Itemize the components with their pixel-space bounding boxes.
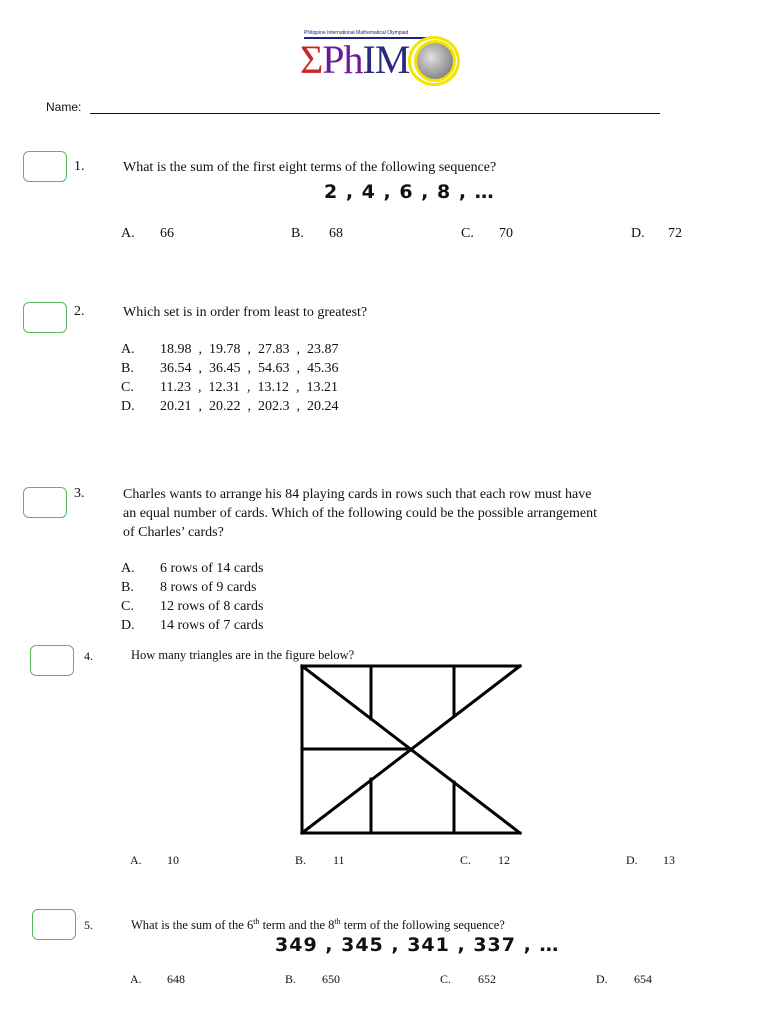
q4-option-a-letter: A.	[130, 853, 142, 867]
q5-option-b-letter: B.	[285, 972, 297, 986]
q1-option-d-letter: D.	[631, 226, 645, 241]
q5-question	[131, 917, 505, 933]
q2-option-c-letter: C.	[121, 380, 134, 395]
q5-option-d-letter: D.	[596, 972, 608, 986]
q4-option-c-letter: C.	[460, 853, 472, 867]
q3-option-c-letter: C.	[121, 599, 134, 614]
logo-ring	[408, 36, 460, 86]
q4-option-b-value: 11	[333, 853, 345, 867]
q3-option-a-letter: A.	[121, 561, 135, 576]
q5-sequence: 349 , 345 , 341 , 337 , …	[275, 934, 560, 956]
name-label: Name:	[46, 100, 82, 114]
q5-option-b-value: 650	[322, 972, 340, 986]
q4-option-a-value: 10	[167, 853, 179, 867]
q3-option-d-letter: D.	[121, 618, 135, 633]
q4-option-d-value: 13	[663, 853, 675, 867]
logo-ph: Ph	[322, 37, 363, 82]
q3-option-d-value: 14 rows of 7 cards	[160, 618, 264, 633]
answer-box-1[interactable]	[23, 151, 67, 182]
q4-number: 4.	[84, 649, 93, 663]
q1-number: 1.	[74, 159, 85, 174]
q2-option-a-letter: A.	[121, 342, 135, 357]
q5-sup-a: th	[253, 917, 260, 926]
q5-sup-b: th	[334, 917, 341, 926]
q1-option-b-value: 68	[329, 226, 343, 241]
q2-number: 2.	[74, 304, 85, 319]
answer-box-5[interactable]	[32, 909, 76, 940]
answer-box-3[interactable]	[23, 487, 67, 518]
answer-box-2[interactable]	[23, 302, 67, 333]
q5-option-d-value: 654	[634, 972, 652, 986]
q5-option-a-letter: A.	[130, 972, 142, 986]
name-field[interactable]	[90, 113, 660, 114]
phimo-logo	[296, 28, 462, 88]
q3-question-line-3: of Charles’ cards?	[123, 525, 224, 540]
q1-option-d-value: 72	[668, 226, 682, 241]
q2-option-d-letter: D.	[121, 399, 135, 414]
answer-box-4[interactable]	[30, 645, 74, 676]
q1-option-a-letter: A.	[121, 226, 135, 241]
q2-option-b-letter: B.	[121, 361, 134, 376]
logo-sigma: Σ	[300, 37, 323, 82]
q3-question-line-1: Charles wants to arrange his 84 playing cards in rows such that each row must have	[123, 487, 592, 502]
q1-option-b-letter: B.	[291, 226, 304, 241]
q1-sequence: 2 , 4 , 6 , 8 , …	[324, 181, 495, 203]
q3-option-a-value: 6 rows of 14 cards	[160, 561, 264, 576]
q5-question-part-a: What is the sum of the 6	[131, 918, 254, 933]
q3-number: 3.	[74, 486, 85, 501]
q2-option-c-value: 11.23 , 12.31 , 13.12 , 13.21	[160, 380, 338, 395]
logo-im: IM	[362, 37, 410, 82]
q1-question: What is the sum of the first eight terms of the following sequence?	[123, 160, 497, 175]
q3-option-b-value: 8 rows of 9 cards	[160, 580, 257, 595]
q4-option-d-letter: D.	[626, 853, 638, 867]
logo-wordmark	[300, 38, 409, 82]
q1-option-c-letter: C.	[461, 226, 474, 241]
q4-option-b-letter: B.	[295, 853, 307, 867]
q5-question-part-c: term of the following sequence?	[340, 918, 505, 933]
q5-number: 5.	[84, 918, 93, 932]
q3-option-b-letter: B.	[121, 580, 134, 595]
q1-option-c-value: 70	[499, 226, 513, 241]
q1-option-a-value: 66	[160, 226, 174, 241]
q3-question-line-2: an equal number of cards. Which of the following could be the possible arrangement	[123, 506, 598, 521]
q2-option-a-value: 18.98 , 19.78 , 27.83 , 23.87	[160, 342, 339, 357]
logo-caption: Philippine International Mathematical Olympiad	[304, 30, 409, 36]
q2-option-b-value: 36.54 , 36.45 , 54.63 , 45.36	[160, 361, 339, 376]
q4-question: How many triangles are in the figure below?	[131, 648, 355, 662]
q5-option-c-letter: C.	[440, 972, 452, 986]
q3-option-c-value: 12 rows of 8 cards	[160, 599, 264, 614]
q5-question-part-b: term and the 8	[259, 918, 335, 933]
q2-option-d-value: 20.21 , 20.22 , 202.3 , 20.24	[160, 399, 339, 414]
triangle-figure	[296, 662, 526, 838]
q5-option-a-value: 648	[167, 972, 185, 986]
q2-question: Which set is in order from least to greatest?	[123, 305, 368, 320]
q5-option-c-value: 652	[478, 972, 496, 986]
q4-option-c-value: 12	[498, 853, 510, 867]
